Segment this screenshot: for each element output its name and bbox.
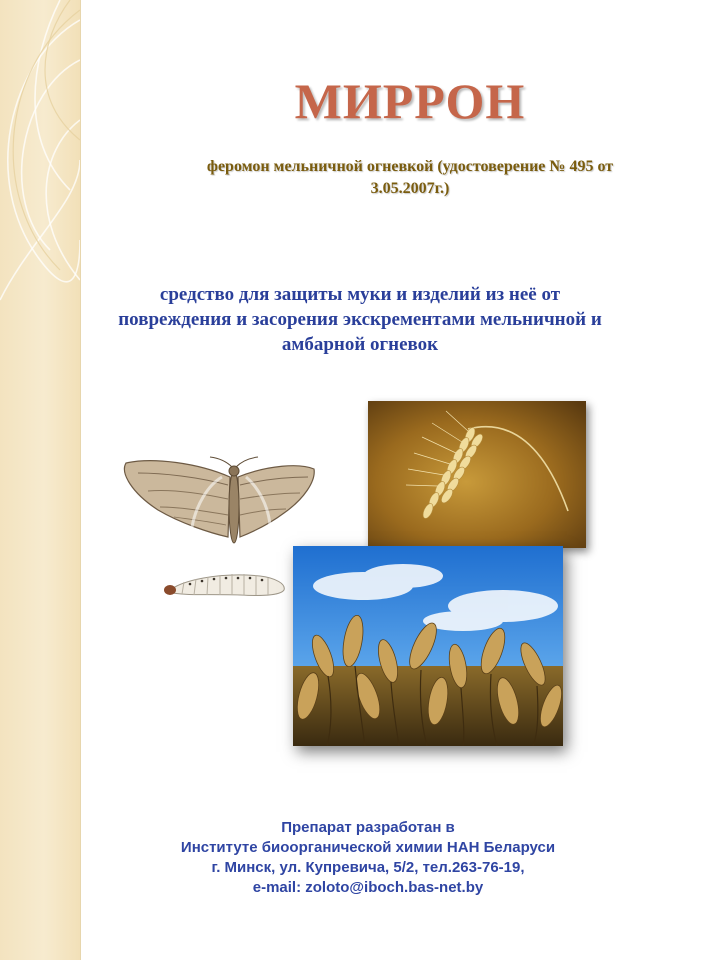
developer-contact-block bbox=[140, 818, 596, 898]
wheat-ear-photo bbox=[368, 401, 586, 548]
subtitle bbox=[150, 156, 670, 200]
subtitle-line: 3.05.2007г.) bbox=[370, 180, 450, 197]
page-title: МИРРОН bbox=[294, 73, 526, 129]
subtitle-line: феромон мельничной огневкой (удостоверение № 495 от bbox=[206, 158, 614, 175]
contact-email[interactable]: e-mail: zoloto@iboch.bas-net.by bbox=[252, 879, 484, 896]
contact-line: Препарат разработан в bbox=[281, 819, 455, 836]
contact-line: Институте биоорганической химии НАН Беларуси bbox=[180, 839, 556, 856]
decorative-swirl-lines bbox=[0, 0, 80, 960]
purpose-line: средство для защиты муки и изделий из неё от bbox=[159, 284, 561, 305]
purpose-text bbox=[80, 282, 640, 357]
wheat-field-photo bbox=[293, 546, 563, 746]
moth-illustration bbox=[118, 455, 318, 550]
purpose-line: амбарной огневок bbox=[281, 334, 439, 355]
contact-line: г. Минск, ул. Купревича, 5/2, тел.263-76-19, bbox=[211, 859, 525, 876]
purpose-line: повреждения и засорения экскрементами мельничной и bbox=[118, 309, 602, 330]
larva-illustration bbox=[160, 562, 290, 602]
decorative-side-band bbox=[0, 0, 81, 960]
